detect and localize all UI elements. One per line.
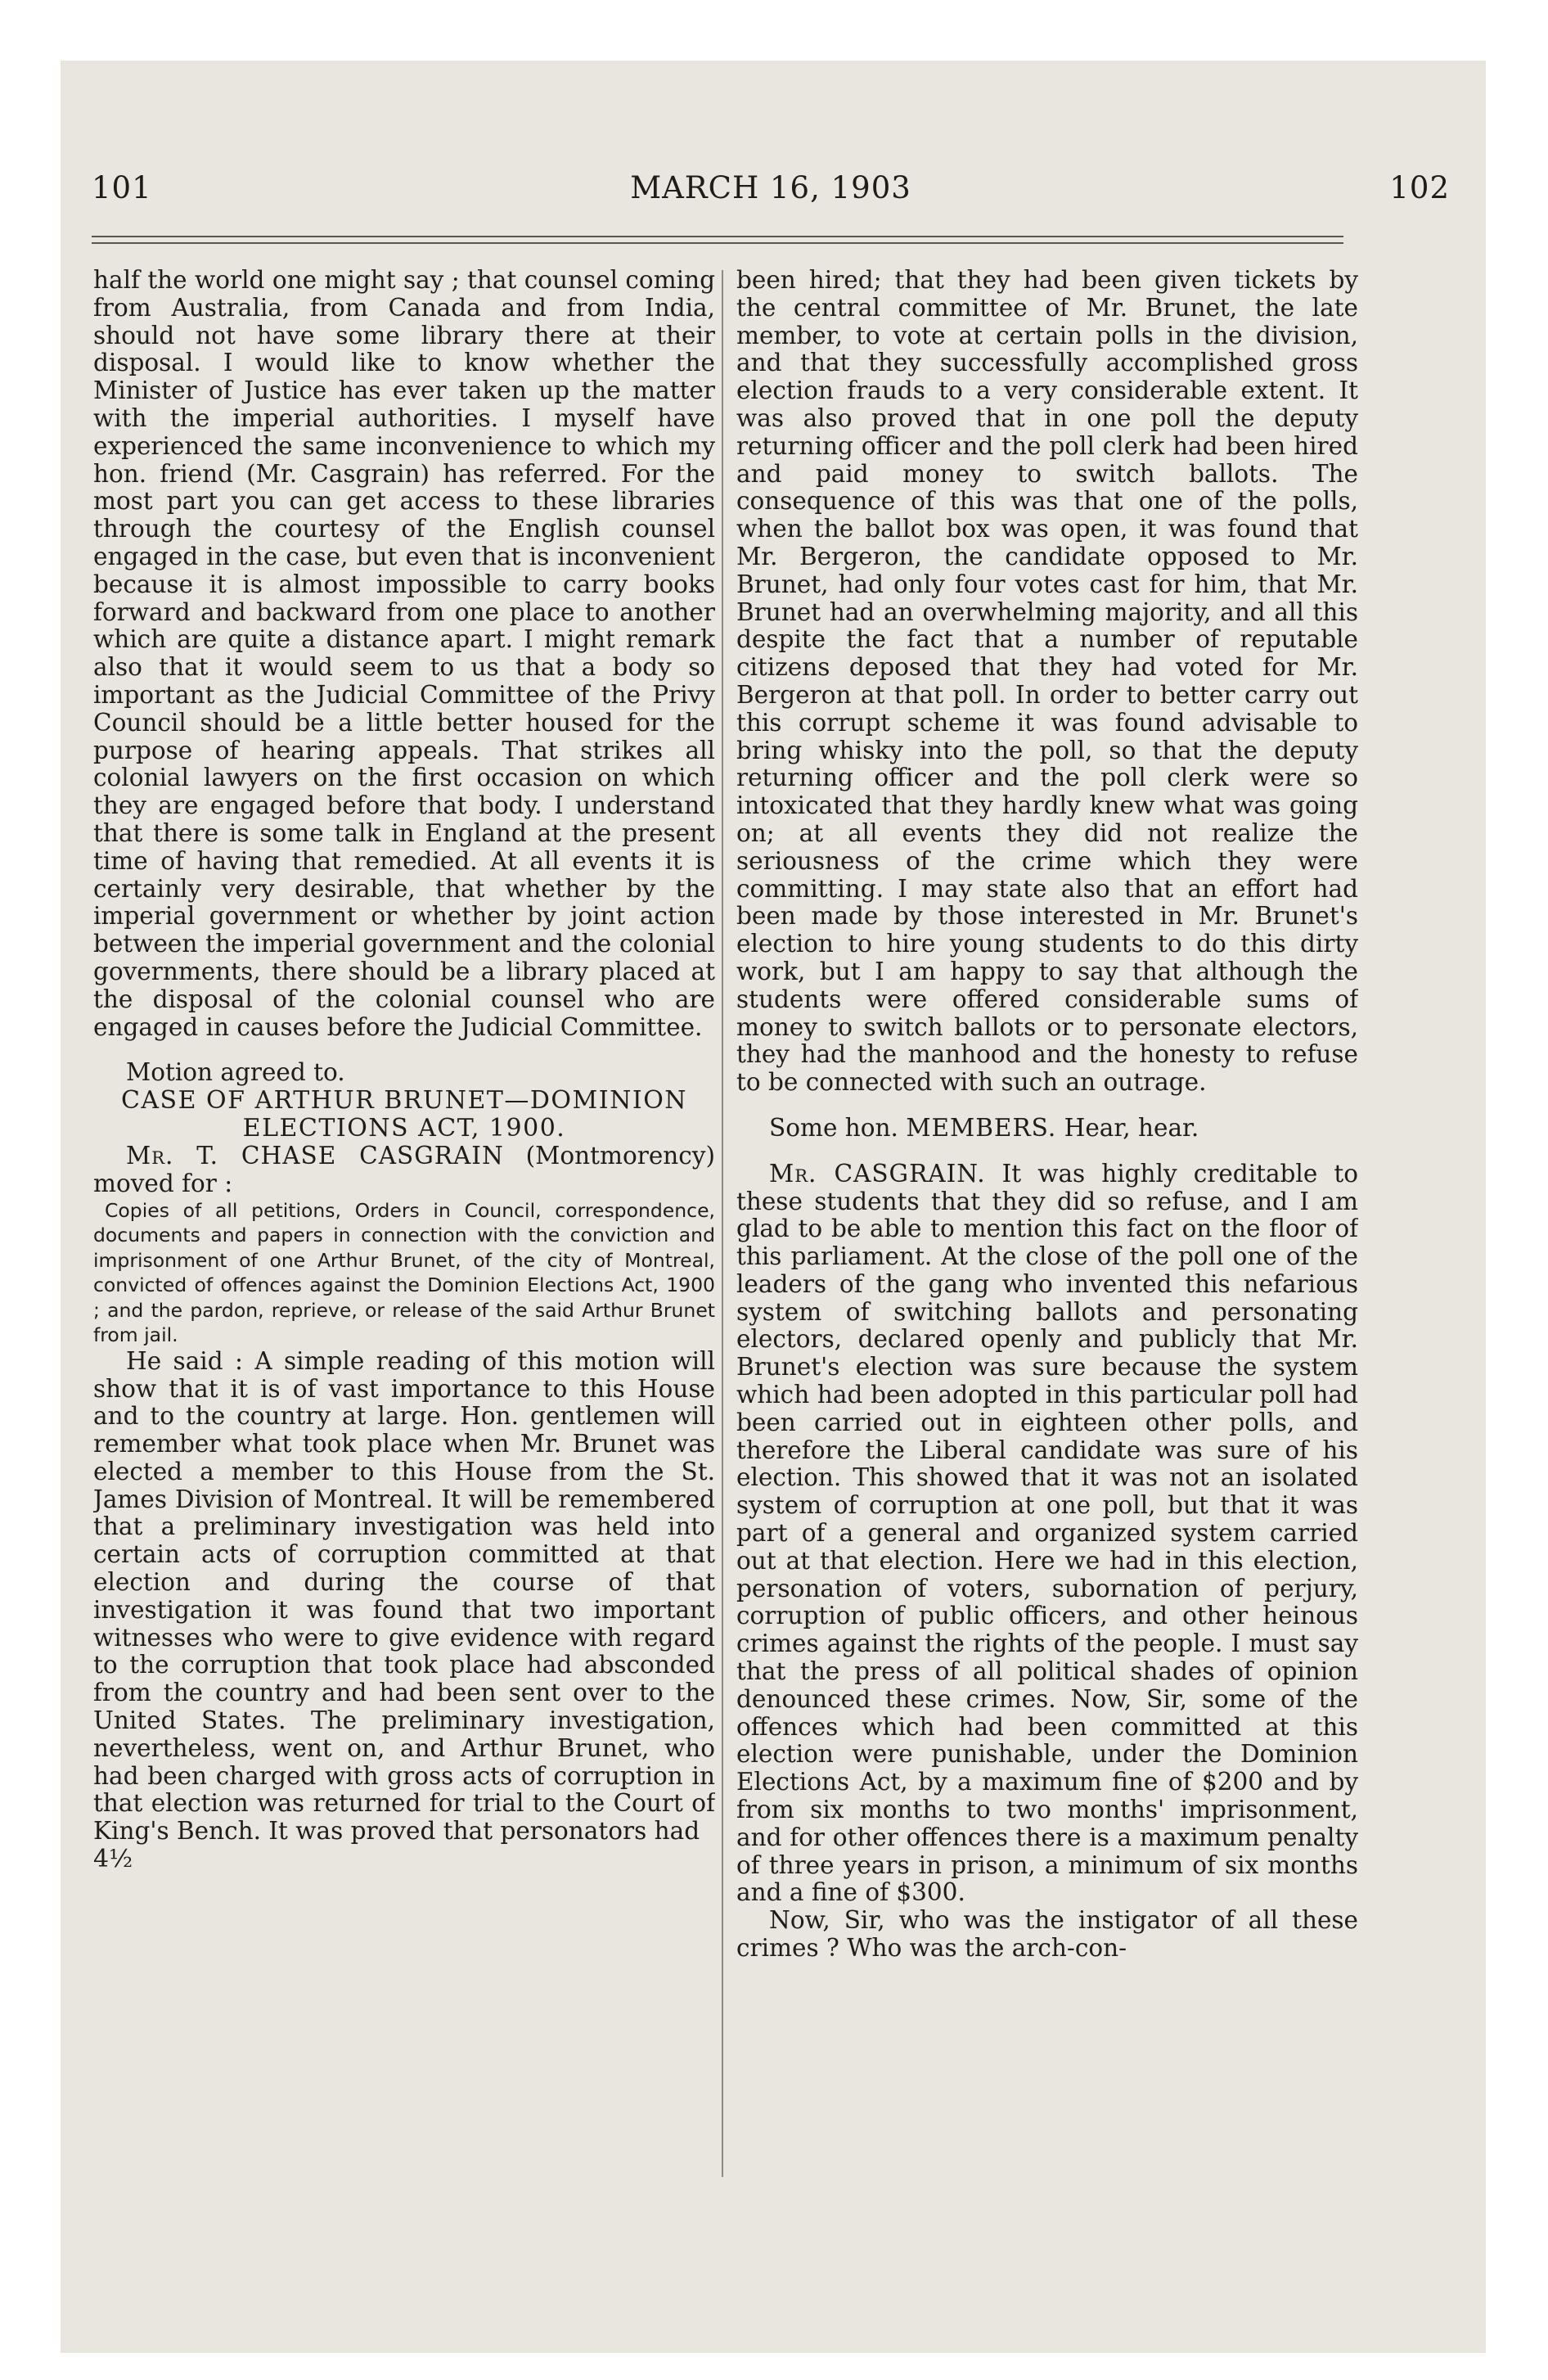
he-said: He said : [126,1346,243,1375]
right-paragraph-3 [736,1161,1358,1908]
speaker-name: Mr. CASGRAIN. [769,1159,986,1188]
motion-agreed: Motion agreed to. [126,1058,345,1087]
left-paragraph-1: half the world one might say ; that counsel coming from Australia, from Canada and from India, should not have some library there at their disposal. I would like to know whether the Minister of Justice has ever taken up the matter with the imperial authorities. I myself have experienced the same inconvenience to which my hon. friend (Mr. Casgrain) has referred. For the most part you can get access to these libraries through the courtesy of the English counsel engaged in the case, but even that is inconvenient because it is almost impossible to carry books forward and backward from one place to another which are quite a distance apart. I might remark also that it would seem to us that a body so important as the Judicial Committee of the Privy Council should be a little better housed for the purpose of hearing appeals. That strikes all colonial lawyers on the first occasion on which they are engaged before that body. I understand that there is some talk in England at the present time of having that remedied. At all events it is certainly very desirable, that whether by the imperial government or whether by joint action between the imperial government and the colonial governments, there should be a library placed at the disposal of the colonial counsel who are engaged in causes before the Judicial Committee. [93,267,715,1041]
page-header [92,170,1450,219]
right-paragraph-3-text: It was highly creditable to these students that they did so refuse, and I am glad to be able to mention this fact on the floor of this parliament. At the close of the poll one of the leaders of the gang who invented this nefarious system of switching ballots and personating electors, declared openly and publicly that Mr. Brunet's election was sure because the system which had been adopted in this particular poll had been carried out in eighteen other polls, and therefore the Liberal candidate was sure of his election. This showed that it was not an isolated system of corruption at one poll, but that it was part of a general and organized system carried out at that election. Here we had in this election, personation of voters, subornation of perjury, corruption of public officers, and other heinous crimes against the rights of the people. I must say that the press of all political shades of opinion denounced these crimes. Now, Sir, some of the offences which had been committed at this election were punishable, under the Dominion Elections Act, by a maximum fine of $200 and by from six months to two months' imprisonment, and for other offences there is a maximum penalty of three years in prison, a minimum of six months and a fine of $300. [736,1159,1358,1907]
signature-mark: 4½ [93,1845,133,1874]
members-prefix: Some hon. [769,1113,898,1142]
motion-quote: Copies of all petitions, Orders in Council, correspondence, documents and papers in connection with the conviction and imprisonment of one Arthur Brunet, of the city of Montreal, convicted of offences against the Dominion Elections Act, 1900 ; and the pardon, reprieve, or release of the said Arthur Brunet from jail. [93,1198,715,1347]
right-paragraph-1: been hired; that they had been given tickets by the central committee of Mr. Brunet, the late member, to vote at certain polls in the division, and that they successfully accomplished gross election frauds to a very considerable extent. It was also proved that in one poll the deputy returning officer and the poll clerk had been hired and paid money to switch ballots. The consequence of this was that one of the polls, when the ballot box was open, it was found that Mr. Bergeron, the candidate opposed to Mr. Brunet, had only four votes cast for him, that Mr. Brunet had an overwhelming majority, and all this despite the fact that a number of reputable citizens deposed that they had voted for Mr. Bergeron at that poll. In order to better carry out this corrupt scheme it was found advisable to bring whisky into the poll, so that the deputy returning officer and the poll clerk were so intoxicated that they hardly knew what was going on; at all events they did not realize the seriousness of the crime which they were committing. I may state also that an effort had been made by those interested in Mr. Brunet's election to hire young students to do this dirty work, but I am happy to say that although the students were offered considerable sums of money to switch ballots or to personate electors, they had the manhood and the honesty to refuse to be connected with such an outrage. [736,267,1358,1097]
page-number-left: 101 [92,170,152,205]
members-label: MEMBERS. [906,1113,1057,1142]
right-column [736,267,1358,2264]
mover-paragraph [93,1143,715,1198]
mover-rest: (Montmorency) moved for : [93,1142,715,1197]
mover-name: Mr. T. CHASE CASGRAIN [126,1142,504,1170]
right-paragraph-4: Now, Sir, who was the instigator of all these crimes ? Who was the arch-con- [736,1906,1358,1963]
members-rest: Hear, hear. [1064,1113,1199,1142]
section-heading: CASE OF ARTHUR BRUNET—DOMINION ELECTIONS ACT, 1900. [120,1086,688,1143]
left-paragraph-2 [93,1348,715,1846]
page-number-right: 102 [1389,170,1450,205]
members-paragraph [736,1115,1358,1143]
column-divider [722,270,723,2177]
left-column [93,267,715,2264]
page-date: MARCH 16, 1903 [630,170,911,205]
header-rule [92,236,1343,244]
left-paragraph-2-text: A simple reading of this motion will show that it is of vast importance to this House and to the country at large. Hon. gentlemen will remember what took place when Mr. Brunet was elected a member to this House from the St. James Division of Montreal. It will be remembered that a preliminary investigation was held into certain acts of corruption committed at that election and during the course of that investigation it was found that two important witnesses who were to give evidence with regard to the corruption that took place had absconded from the country and had been sent over to the United States. The preliminary investigation, nevertheless, went on, and Arthur Brunet, who had been charged with gross acts of corruption in that election was returned for trial to the Court of King's Bench. It was proved that personators had [93,1346,715,1846]
